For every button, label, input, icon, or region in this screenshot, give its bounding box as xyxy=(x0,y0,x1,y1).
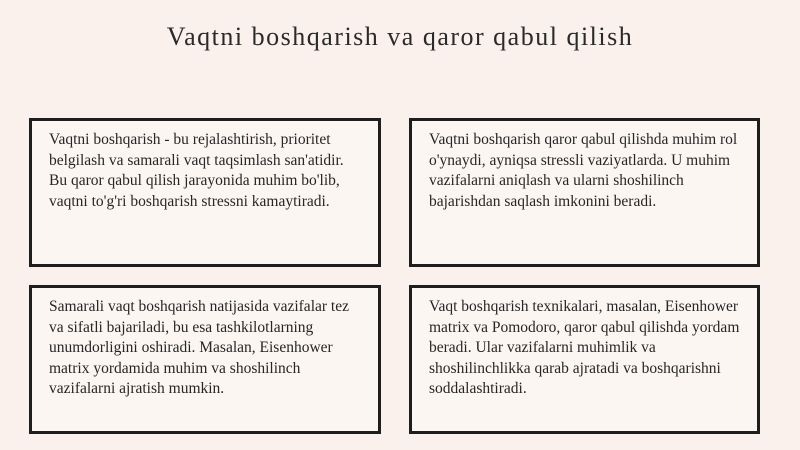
card-text: Vaqtni boshqarish qaror qabul qilishda muhim rol o'ynaydi, ayniqsa stressli vaziyatlarda. U muhim vazifalarni aniqlash va ularni shoshilinch bajarishdan saqlash imkonini beradi. xyxy=(429,131,738,210)
content-card-1 xyxy=(29,118,381,267)
content-card-2 xyxy=(409,118,760,267)
card-text: Vaqtni boshqarish - bu rejalashtirish, prioritet belgilash va samarali vaqt taqsimlash san'atidir. Bu qaror qabul qilish jarayonida muhim bo'lib, vaqtni to'g'ri boshqarish stressni kamaytiradi. xyxy=(49,131,344,210)
content-card-3 xyxy=(29,285,381,434)
card-text: Samarali vaqt boshqarish natijasida vazifalar tez va sifatli bajariladi, bu esa tashkilotlarning unumdorligini oshiradi. Masalan, Eisenhower matrix yordamida muhim va shoshilinch vazifalarni ajratish mumkin. xyxy=(49,298,349,397)
card-text: Vaqt boshqarish texnikalari, masalan, Eisenhower matrix va Pomodoro, qaror qabul qilishda yordam beradi. Ular vazifalarni muhimlik va shoshilinchlikka qarab ajratadi va boshqarishni soddalashtiradi. xyxy=(429,298,740,397)
content-card-4 xyxy=(409,285,760,434)
page-title: Vaqtni boshqarish va qaror qabul qilish xyxy=(166,22,634,51)
